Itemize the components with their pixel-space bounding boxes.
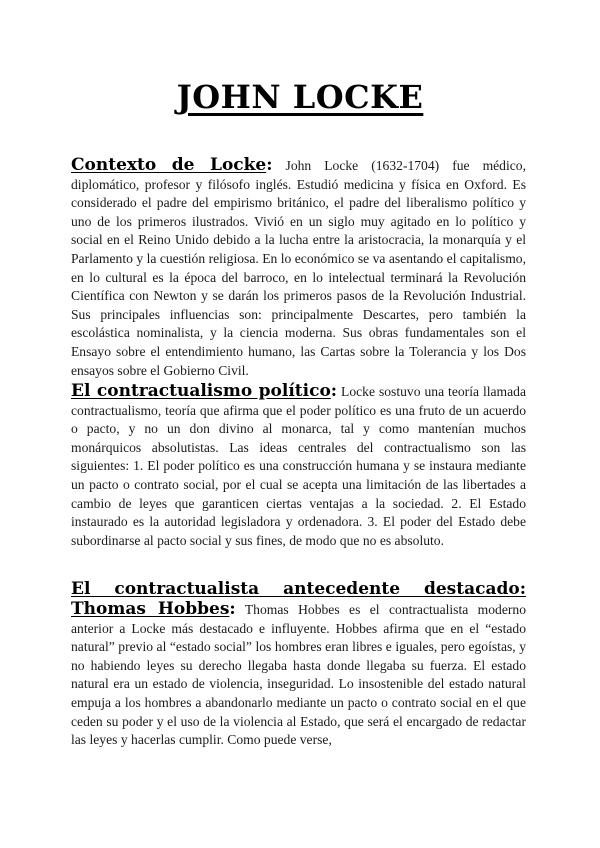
heading-colon: : xyxy=(330,381,338,401)
section-contexto xyxy=(71,156,526,380)
section-heading: Thomas Hobbes xyxy=(71,599,230,619)
section-body: John Locke (1632-1704) fue médico, diplomático, profesor y filósofo inglés. Estudió medicina y física en Oxford. Es considerado el padre del empirismo británico, el padre del liberalismo político y uno de los primeros ilustrados. Vivió en un siglo muy agitado en lo político y social en el Reino Unido debido a la lucha entre la aristocracia, la monarquía y el Parlamento y la cuestión religiosa. En lo económico se va asentando el capitalismo, en lo cultural es la época del barroco, en lo intelectual terminará la Revolución Científica con Newton y se darán los primeros pasos de la Revolución Industrial. Sus principales influencias son: principalmente Descartes, pero también la escolástica nominalista, y la ciencia moderna. Sus obras fundamentales son el Ensayo sobre el entendimiento humano, las Cartas sobre la Tolerancia y los Dos ensayos sobre el Gobierno Civil. xyxy=(71,158,526,378)
section-heading-line: El contractualista antecedente destacado: xyxy=(71,579,526,599)
heading-colon: : xyxy=(229,599,236,619)
section-paragraph xyxy=(71,382,526,550)
heading-colon: : xyxy=(266,155,273,175)
section-body: Locke sostuvo una teoría llamada contractualismo, teoría que afirma que el poder político es una fruto de un acuerdo o pacto, y no un don divino al monarca, tal y como mantenían muchos monárquicos absolutistas. Las ideas centrales del contractualismo son las siguientes: 1. El poder político es una construcción humana y se instaura mediante un pacto o contrato social, por el cual se acepta una limitación de las libertades a cambio de leyes que garanticen ciertas ventajas a la sociedad. 2. El Estado instaurado es la autoridad legisladora y ordenadora. 3. El poder del Estado debe subordinarse al pacto social y sus fines, de modo que no es absoluto. xyxy=(71,384,526,548)
section-paragraph xyxy=(71,600,526,750)
document-title xyxy=(0,78,600,116)
section-paragraph xyxy=(71,156,526,380)
section-body: Thomas Hobbes es el contractualista moderno anterior a Locke más destacado e influyente. Hobbes afirma que en el “estado natural” previo al “estado social” los hombres eran libres e iguales, pero egoístas, y no habiendo leyes su derecho llegaba hasta donde llegaba su fuerza. El estado natural era un estado de violencia, inseguridad. Lo insostenible del estado natural empuja a los hombres a abandonarlo mediante un pacto o contrato social en el que ceden su poder y el uso de la violencia al Estado, que será el encargado de redactar las leyes y hacerlas cumplir. Como puede verse, xyxy=(71,602,526,748)
section-heading: Contexto de Locke xyxy=(71,155,267,175)
document-title-text: JOHN LOCKE xyxy=(176,78,424,116)
section-hobbes xyxy=(71,578,526,750)
section-contractualismo xyxy=(71,382,526,550)
section-heading: El contractualismo político xyxy=(71,381,331,401)
